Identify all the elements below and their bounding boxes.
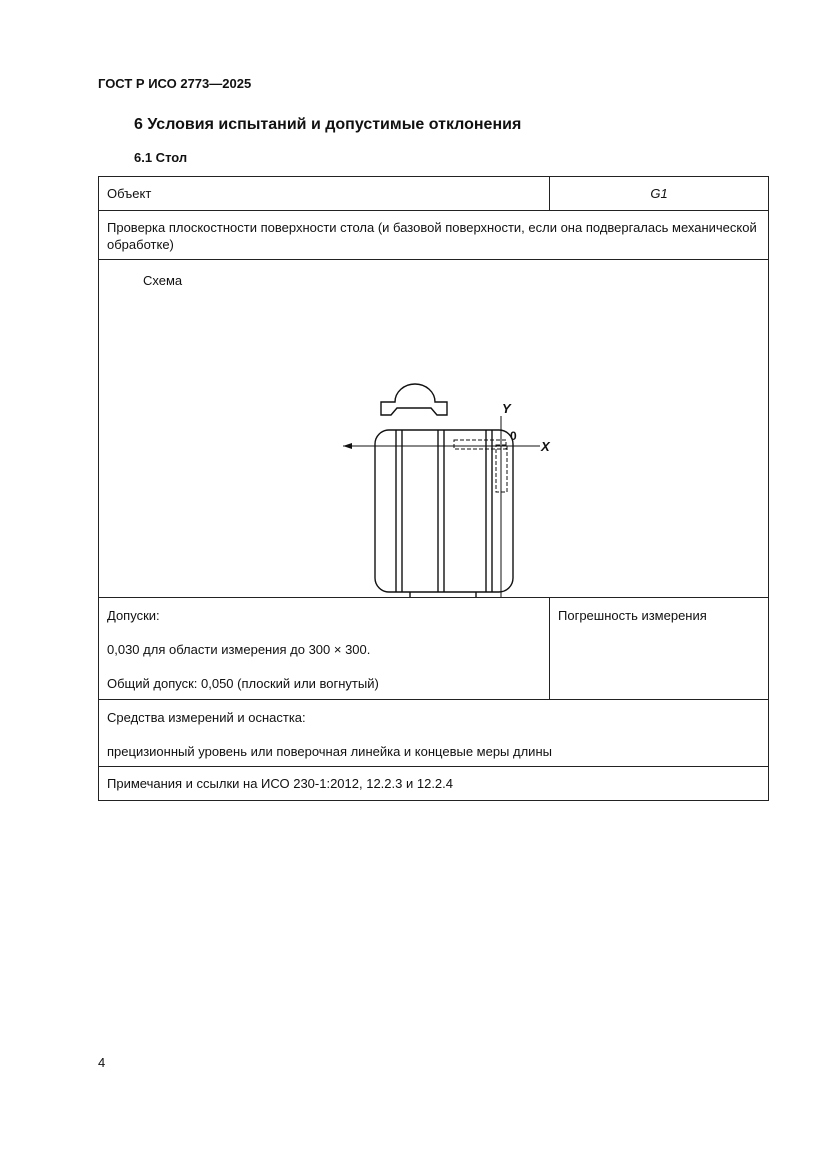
scheme-label: Схема (143, 273, 183, 288)
test-table (98, 176, 769, 801)
instruments-title: Средства измерений и оснастка: (107, 710, 306, 725)
measurement-error-cell (550, 598, 769, 700)
tolerances-title: Допуски: (107, 608, 160, 623)
tolerance-line-2: Общий допуск: 0,050 (плоский или вогнутый) (107, 676, 379, 691)
section-title: 6 Условия испытаний и допустимые отклонения (134, 116, 522, 133)
document-code: ГОСТ Р ИСО 2773—2025 (98, 76, 252, 91)
measurement-error-label: Погрешность измерения (558, 608, 707, 623)
scheme-cell (99, 260, 769, 598)
origin-label: 0 (510, 429, 517, 443)
axis-x-label: X (541, 439, 550, 454)
subsection-title: 6.1 Стол (134, 150, 188, 165)
instruments-cell (99, 700, 769, 767)
test-description: Проверка плоскостности поверхности стола (и базовой поверхности, если она подвергалась механической обработке) (99, 211, 769, 260)
level-block (381, 384, 447, 415)
x-axis-arrow (343, 443, 352, 449)
instruments-text: прецизионный уровень или поверочная линейка и концевые меры длины (107, 744, 552, 759)
tolerances-cell (99, 598, 550, 700)
object-code: G1 (550, 177, 769, 211)
notes-cell: Примечания и ссылки на ИСО 230-1:2012, 12.2.3 и 12.2.4 (99, 767, 769, 801)
object-label: Объект (99, 177, 550, 211)
saddle-base (410, 592, 476, 597)
tolerance-line-1: 0,030 для области измерения до 300 × 300. (107, 642, 371, 657)
page-number: 4 (98, 1055, 106, 1070)
table-flatness-diagram (99, 260, 767, 597)
axis-y-label: Y (502, 401, 511, 416)
